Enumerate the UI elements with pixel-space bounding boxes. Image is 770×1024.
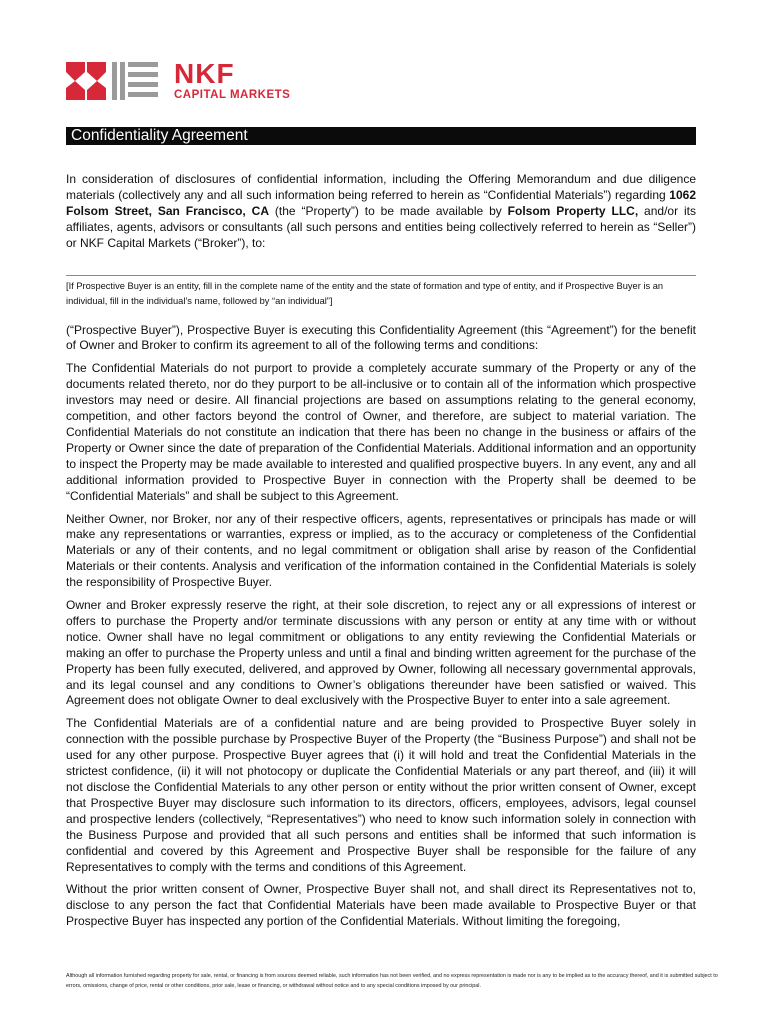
paragraph-buyer: (“Prospective Buyer”), Prospective Buyer is executing this Confidentiality Agreement (this “Agreement”) for the benefit of Owner and Broker to confirm its agreement to all of the following terms and conditions:	[66, 322, 696, 353]
footer-disclaimer: Although all information furnished regarding property for sale, rental, or financing is from sources deemed reliable, such information has not been verified, and no express representation is made nor is any to be implied as to the accuracy thereof, and it is submitted subject to errors, omissions, change of price, rental or other conditions, prior sale, lease or financing, or withdrawal without notice and to any special conditions imposed by our principal.	[66, 973, 718, 989]
paragraph-rights: Owner and Broker expressly reserve the right, at their sole discretion, to reject any or all expressions of interest or offers to purchase the Property and/or terminate discussions with any person or entity at any time with or without notice. Owner shall have no legal commitment or obligations to any entity reviewing the Confidential Materials or making an offer to purchase the Property unless and until a final and binding written agreement for the purchase of the Property has been fully executed, delivered, and approved by Owner, following all necessary governmental approvals, and its legal counsel and any conditions to Owner’s obligations thereunder have been satisfied or waived. This Agreement does not obligate Owner to deal exclusively with the Prospective Buyer to enter into a sale agreement.	[66, 598, 696, 708]
paragraph-materials: The Confidential Materials do not purport to provide a completely accurate summary of the Property or any of the documents related thereto, nor do they purport to be all-inclusive or to contain all of the information which prospective investors may need or desire. All financial projections are based on assumptions relating to the general economy, competition, and other factors beyond the control of Owner, and therefore, are subject to material variation. The Confidential Materials do not constitute an indication that there has been no change in the business or affairs of the Property or Owner since the date of preparation of the Confidential Materials. Additional information and an opportunity to inspect the Property may be made available to interested and qualified prospective buyers. In any event, any and all additional information provided to Prospective Buyer in connection with the Property shall be deemed to be “Confidential Materials” and shall be subject to this Agreement.	[66, 361, 696, 503]
owner-name: Folsom Property LLC,	[507, 203, 639, 218]
intro-paragraph	[66, 172, 696, 252]
intro-text-2: (the “Property”) to be made available by	[269, 203, 508, 218]
property-address: 1062 Folsom Street, San Francisco, CA	[66, 187, 696, 218]
paragraph-confidentiality: The Confidential Materials are of a confidential nature and are being provided to Prospective Buyer solely in connection with the possible purchase by Prospective Buyer of the Property (the “Business Purpose”) and shall not be used for any other purpose. Prospective Buyer agrees that (i) it will hold and treat the Confidential Materials in the strictest confidence, (ii) it will not photocopy or duplicate the Confidential Materials or any part thereof, and (iii) it will not disclose the Confidential Materials to any other person or entity without the prior written consent of Owner, except that Prospective Buyer may disclosure such information to its directors, officers, employees, advisors, legal counsel and prospective lenders (collectively, “Representatives”) who need to know such information solely in connection with the Business Purpose and provided that all such persons and entities shall be informed that such information is confidential and covered by this Agreement and Prospective Buyer shall be responsible for the failure of any Representatives to comply with the terms and conditions of this Agreement.	[66, 716, 696, 874]
document-body	[66, 172, 696, 937]
paragraph-warranties: Neither Owner, nor Broker, nor any of their respective officers, agents, representatives or principals has made or will make any representations or warranties, express or implied, as to the accuracy or completeness of the Confidential Materials or any of their contents, and no legal commitment or obligation shall arise by reason of the Confidential Materials or their contents. Analysis and verification of the information contained in the Confidential Materials is solely the responsibility of Prospective Buyer.	[66, 511, 696, 590]
intro-text-1: In consideration of disclosures of confidential information, including the Offering Memorandum and due diligence materials (collectively any and all such information being referred to herein as “Confidential Materials”) regarding	[66, 172, 696, 202]
page-title: Confidentiality Agreement	[66, 127, 696, 145]
prospective-buyer-instruction: [If Prospective Buyer is an entity, fill in the complete name of the entity and the state of formation and type of entity, and if Prospective Buyer is an individual, fill in the individual’s name, followed by “an individual”]	[66, 275, 696, 310]
intro-text-3: and/or its affiliates, agents, advisors or consultants (all such persons and entities being collectively referred to herein as “Seller”) or NKF Capital Markets (“Broker”), to:	[66, 203, 696, 250]
logo-subtitle: CAPITAL MARKETS	[174, 89, 291, 101]
logo-name: NKF	[174, 58, 235, 89]
nkf-logo	[66, 58, 291, 104]
paragraph-disclosure: Without the prior written consent of Owner, Prospective Buyer shall not, and shall direct its Representatives not to, disclose to any person the fact that Confidential Materials have been made available to Prospective Buyer or that Prospective Buyer has inspected any portion of the Confidential Materials. Without limiting the foregoing,	[66, 882, 696, 929]
nkf-logo-mark-icon	[66, 60, 166, 100]
